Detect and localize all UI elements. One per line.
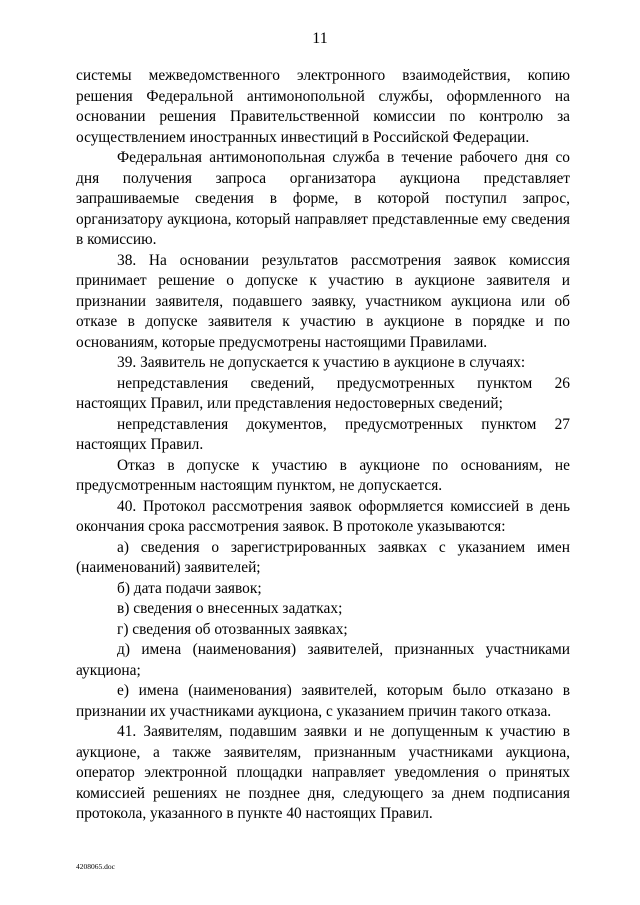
- document-body: [76, 66, 570, 825]
- paragraph: системы межведомственного электронного взаимодействия, копию решения Федеральной антимонопольной службы, оформленного на основании решения Правительственной комиссии по контролю за осуществлением иностранных инвестиций в Российской Федерации.: [76, 67, 570, 146]
- list-item-b: б) дата подачи заявок;: [117, 579, 262, 597]
- footer-filename: 4208065.doc: [76, 862, 115, 871]
- paragraph-clause-40: 40. Протокол рассмотрения заявок оформляется комиссией в день окончания срока рассмотрения заявок. В протоколе указываются:: [76, 497, 570, 535]
- paragraph-clause-41: 41. Заявителям, подавшим заявки и не допущенным к участию в аукционе, а также заявителям, признанным участниками аукциона, оператор электронной площадки направляет уведомления о принятых комиссией решениях не позднее дня, следующего за днем подписания протокола, указанного в пункте 40 настоящих Правил.: [76, 723, 570, 822]
- paragraph: непредставления сведений, предусмотренных пунктом 26 настоящих Правил, или представления недостоверных сведений;: [76, 374, 570, 412]
- paragraph-clause-39: 39. Заявитель не допускается к участию в аукционе в случаях:: [117, 354, 526, 371]
- list-item-d: д) имена (наименования) заявителей, признанных участниками аукциона;: [76, 641, 570, 679]
- list-item-e: е) имена (наименования) заявителей, которым было отказано в признании их участниками аукциона, с указанием причин такого отказа.: [76, 682, 570, 720]
- list-item-a: а) сведения о зарегистрированных заявках с указанием имен (наименований) заявителей;: [76, 538, 570, 576]
- paragraph: Федеральная антимонопольная служба в течение рабочего дня со дня получения запроса организатора аукциона представляет запрашиваемые сведения в форме, в которой поступил запрос, организатору аукциона, который направляет представленные ему сведения в комиссию.: [76, 149, 570, 248]
- paragraph-clause-38: 38. На основании результатов рассмотрения заявок комиссия принимает решение о допуске к участию в аукционе заявителя и признании заявителя, подавшего заявку, участником аукциона или об отказе в допуске заявителя к участию в аукционе в порядке и по основаниям, которые предусмотрены настоящими Правилами.: [76, 251, 570, 351]
- paragraph: Отказ в допуске к участию в аукционе по основаниям, не предусмотренным настоящим пунктом, не допускается.: [76, 456, 570, 494]
- list-item-g: г) сведения об отозванных заявках;: [117, 620, 348, 638]
- page-number: 11: [312, 30, 328, 47]
- paragraph: непредставления документов, предусмотренных пунктом 27 настоящих Правил.: [76, 415, 570, 453]
- list-item-v: в) сведения о внесенных задатках;: [117, 600, 343, 617]
